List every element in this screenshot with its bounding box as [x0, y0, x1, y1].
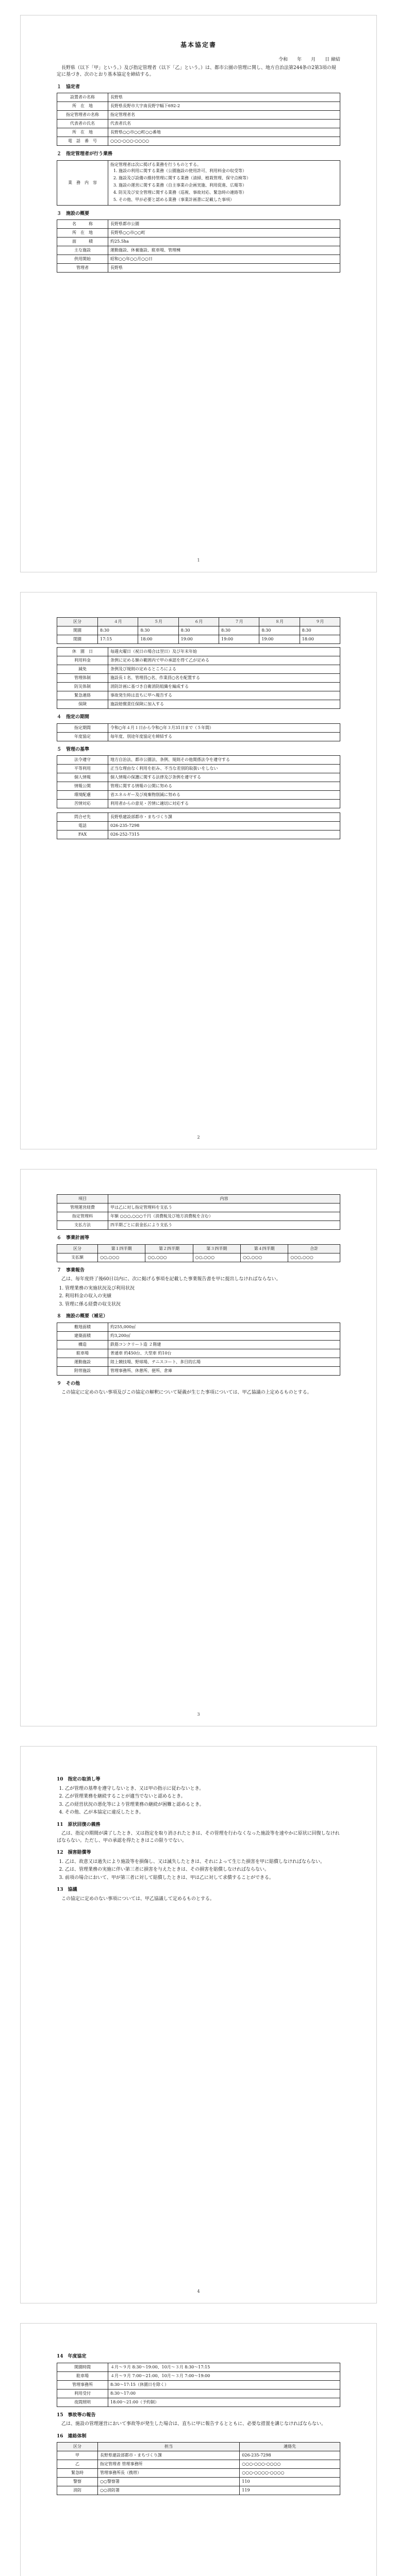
- table-cell: 警察: [57, 2478, 98, 2486]
- section-heading: 10 指定の取消し等: [57, 1777, 101, 1782]
- page-number: 3: [197, 1712, 200, 1717]
- section-heading: 13 協議: [57, 1887, 77, 1892]
- list-item: 4. 防災及び安全管理に関する業務（巡視、事故対応、緊急時の連絡等）: [119, 190, 338, 196]
- table-row: [57, 700, 340, 709]
- table-row: [57, 831, 340, 839]
- row-label: 供用開始: [57, 255, 108, 264]
- table-cell: ○○○-○○○○-○○○○: [240, 2469, 340, 2478]
- table-row: [57, 1366, 340, 1375]
- column-header: 第３四半期: [193, 1244, 240, 1253]
- row-value: 長野県: [108, 264, 340, 273]
- agreement-date: 令和 年 月 日 締結: [278, 57, 340, 62]
- column-header: ８月: [259, 618, 300, 626]
- table-row: [57, 255, 340, 264]
- other-paragraph: この協定に定めのない事項及びこの協定の解釈について疑義が生じた事項については、甲乙協議の上定めるものとする。: [61, 1390, 312, 1395]
- table-cell: 19:00: [178, 635, 219, 644]
- list-item: 1. 管理業務の実施状況及び利用状況: [65, 1285, 340, 1293]
- table-row: [57, 813, 340, 822]
- table-row: [57, 723, 340, 732]
- row-label: 管理者: [57, 264, 108, 273]
- list-item: 2. 施設及び設備の維持管理に関する業務（清掃、植栽管理、保守点検等）: [119, 175, 338, 181]
- list-item: 1. 施設の利用に関する業務（公園施設の使用許可、利用料金の収受等）: [119, 168, 338, 174]
- table-cell: 緊急時: [57, 2469, 98, 2478]
- section-heading: ３ 施設の概要: [57, 211, 90, 216]
- report-list: [57, 1285, 340, 1309]
- row-value: 施設長１名、管理員○名、作業員○名を配置する: [108, 674, 340, 683]
- row-label: 利用料金: [57, 656, 108, 665]
- row-label: 名 称: [57, 220, 108, 229]
- table-row: [57, 765, 340, 773]
- row-value: 約3,200㎡: [108, 1331, 340, 1340]
- intro-paragraph: 長野県（以下「甲」という。）及び指定管理者（以下「乙」という。）は、都市公園の管理に関し、地方自治法第244条の2第3項の規定に基づき、次のとおり基本協定を締結する。: [57, 65, 336, 77]
- row-value: 長野県建設部都市・まちづくり課: [108, 813, 340, 822]
- table-row: [57, 1204, 340, 1212]
- row-value: 昭和○○年○○月○○日: [108, 255, 340, 264]
- table-row: [57, 1331, 340, 1340]
- row-label: 運動施設: [57, 1358, 108, 1366]
- row-value: 026-252-7315: [108, 831, 340, 839]
- column-header: 担当: [98, 2443, 240, 2451]
- list-item: 3. 前項の場合において、甲が第三者に対して賠償したときは、甲は乙に対して求償することができる。: [65, 1875, 340, 1882]
- table-row: [57, 800, 340, 808]
- page-number: 4: [197, 2289, 200, 2294]
- section-heading: ２ 指定管理者が行う業務: [57, 151, 113, 157]
- table-cell: ○○消防署: [98, 2486, 240, 2495]
- row-value: 指定管理者名: [108, 111, 340, 120]
- list-item: 3. 乙の経営状況の悪化等により管理業務の継続が困難と認めるとき。: [65, 1802, 340, 1809]
- row-label: 所 在 地: [57, 102, 108, 111]
- column-header: 項目: [57, 1195, 108, 1204]
- table-header-row: [57, 618, 340, 626]
- incident-paragraph: 乙は、施設の管理運営において事故等が発生した場合は、直ちに甲に報告するとともに、必要な措置を講じなければならない。: [61, 2421, 326, 2427]
- table-cell: ○○○,○○○: [288, 1253, 340, 1262]
- period-table: [57, 723, 340, 741]
- list-item: 2. 利用料金の収入の実績: [65, 1293, 340, 1300]
- schedule-table: [57, 2363, 340, 2407]
- table-row: [57, 1358, 340, 1366]
- row-value: 代表者氏名: [108, 120, 340, 128]
- row-value: 8:30～17:15（休園日を除く）: [108, 2380, 340, 2389]
- table-cell: ○○,○○○: [193, 1253, 240, 1262]
- page-5: [21, 2324, 376, 2576]
- table-cell: ○○○-○○○-○○○○: [240, 2460, 340, 2469]
- table-cell: 支払額: [57, 1253, 98, 1262]
- row-label: 附帯施設: [57, 1366, 108, 1375]
- table-row: [57, 111, 340, 120]
- standards-table: [57, 755, 340, 808]
- work-table: [57, 160, 340, 206]
- row-value: 管理に関する情報の公開に努める: [108, 782, 340, 791]
- table-row: [57, 238, 340, 246]
- section-heading: 14 年度協定: [57, 2354, 87, 2359]
- table-header-row: [57, 2443, 340, 2451]
- table-row: [57, 2451, 340, 2460]
- work-list: [110, 168, 338, 203]
- section-heading: ９ その他: [57, 1381, 80, 1386]
- page-number: 1: [197, 558, 200, 563]
- row-label: 指定管理料: [57, 1212, 108, 1221]
- parties-table: [57, 93, 340, 146]
- table-cell: ○○警察署: [98, 2478, 240, 2486]
- table-cell: 18:00: [138, 635, 178, 644]
- section-heading: 15 事故等の報告: [57, 2412, 96, 2418]
- row-value: 約255,000㎡: [108, 1323, 340, 1331]
- row-label: 法令遵守: [57, 756, 108, 765]
- contact-table: [57, 812, 340, 839]
- table-row: [57, 732, 340, 741]
- row-label: 電 話 番 号: [57, 137, 108, 146]
- damages-list: [57, 1859, 340, 1882]
- column-header: ４月: [98, 618, 138, 626]
- section-heading: ５ 管理の基準: [57, 747, 90, 752]
- row-label: FAX: [57, 831, 108, 839]
- list-item: 3. 管理に係る経費の収支状況: [65, 1301, 340, 1309]
- row-label: 所 在 地: [57, 128, 108, 137]
- revocation-list: [57, 1786, 340, 1817]
- table-cell: 甲: [57, 2451, 98, 2460]
- report-paragraph: 乙は、毎年度終了後60日以内に、次に掲げる事項を記載した事業報告書を甲に提出しなければならない。: [61, 1277, 281, 1282]
- row-label: 所 在 地: [57, 229, 108, 238]
- table-cell: 8:30: [300, 626, 340, 635]
- column-header: 連絡先: [240, 2443, 340, 2451]
- table-row: [57, 2486, 340, 2495]
- table-row: [57, 756, 340, 765]
- section-heading: ４ 指定の期間: [57, 715, 90, 720]
- table-row: [57, 264, 340, 273]
- row-label: 主な施設: [57, 246, 108, 255]
- table-row: [57, 102, 340, 111]
- column-header: 第２四半期: [145, 1244, 193, 1253]
- table-row: [57, 822, 340, 831]
- table-cell: 119: [240, 2486, 340, 2495]
- row-label: 駐車場: [57, 2371, 108, 2380]
- table-cell: 8:30: [219, 626, 259, 635]
- table-row: [57, 626, 340, 635]
- row-value: ○○○-○○○-○○○○: [108, 137, 340, 146]
- row-value: 四半期ごとに前金払により支払う: [108, 1221, 340, 1230]
- supplement-table: [57, 1323, 340, 1376]
- table-row: [57, 2398, 340, 2406]
- document-title: 基本協定書: [180, 41, 217, 48]
- row-label: 個人情報: [57, 773, 108, 782]
- list-item: 1. 乙は、故意又は過失により施設等を損傷し、又は滅失したときは、それによって生じた損害を甲に賠償しなければならない。: [65, 1859, 340, 1866]
- row-value: 長野県○○市○○町○○番地: [108, 128, 340, 137]
- list-item: 4. その他、乙が本協定に違反したとき。: [65, 1809, 340, 1817]
- row-value: 利用者からの意見・苦情に適切に対応する: [108, 800, 340, 808]
- row-value: 正当な理由なく利用を拒み、不当な差別的取扱いをしない: [108, 765, 340, 773]
- section-heading: １ 協定者: [57, 84, 80, 90]
- row-value: 毎週火曜日（祝日の場合は翌日）及び年末年始: [108, 648, 340, 656]
- row-value: 約25.5ha: [108, 238, 340, 246]
- table-row: [57, 2478, 340, 2486]
- row-value: 令和○年４月１日から令和○年３月31日まで（５年間）: [108, 723, 340, 732]
- list-item: 1. 乙が管理の基準を遵守しないとき、又は甲の指示に従わないとき。: [65, 1786, 340, 1793]
- row-label: 苦情対応: [57, 800, 108, 808]
- column-header: ５月: [138, 618, 178, 626]
- column-header: 第１四半期: [98, 1244, 145, 1253]
- row-value: 長野県長野市大字南長野字幅下692-2: [108, 102, 340, 111]
- page-number: 2: [197, 1135, 200, 1140]
- row-label: 利用受付: [57, 2389, 108, 2398]
- table-row: [57, 120, 340, 128]
- table-row: [57, 229, 340, 238]
- table-cell: 管理事務所長（携帯）: [98, 2469, 240, 2478]
- row-value: ４月～９月 8:30～19:00、10月～３月 8:30～17:15: [108, 2363, 340, 2371]
- table-row: [57, 2469, 340, 2478]
- table-row: [57, 782, 340, 791]
- row-label: 減免: [57, 665, 108, 674]
- table-cell: 19:00: [259, 635, 300, 644]
- consultation-paragraph: この協定に定めのない事項については、甲乙協議して定めるものとする。: [61, 1896, 214, 1902]
- work-label: 業 務 内 容: [57, 160, 108, 205]
- column-header: 区分: [57, 1244, 98, 1253]
- row-label: 防災体制: [57, 683, 108, 691]
- table-cell: ○○,○○○: [145, 1253, 193, 1262]
- table-row: [57, 1340, 340, 1349]
- row-value: 年額 ○○○,○○○千円（消費税及び地方消費税を含む）: [108, 1212, 340, 1221]
- list-item: 2. 乙は、管理業務の実施に伴い第三者に損害を与えたときは、その損害を賠償しなければならない。: [65, 1867, 340, 1874]
- table-cell: ○○,○○○: [240, 1253, 288, 1262]
- row-value: 運動施設、休養施設、駐車場、管理棟: [108, 246, 340, 255]
- row-label: 環境配慮: [57, 791, 108, 800]
- list-item: 3. 施設の運営に関する業務（自主事業の企画実施、利用促進、広報等）: [119, 182, 338, 189]
- table-cell: 026-235-7298: [240, 2451, 340, 2460]
- table-row: [57, 665, 340, 674]
- row-value: 18:00～21:00（予約制）: [108, 2398, 340, 2406]
- row-label: 保険: [57, 700, 108, 709]
- row-value: 026-235-7298: [108, 822, 340, 831]
- row-label: 指定期間: [57, 723, 108, 732]
- row-label: 指定管理者の名称: [57, 111, 108, 120]
- table-row: [57, 1323, 340, 1331]
- fee-table: [57, 1194, 340, 1230]
- table-cell: 19:00: [219, 635, 259, 644]
- row-label: 問合せ先: [57, 813, 108, 822]
- section-heading: ８ 施設の概要（補足）: [57, 1314, 108, 1319]
- section-heading: 12 損害賠償等: [57, 1850, 91, 1855]
- table-cell: 消防: [57, 2486, 98, 2495]
- row-value: 甲は乙に対し指定管理料を支払う: [108, 1204, 340, 1212]
- column-header: 内容: [108, 1195, 340, 1204]
- list-item: 2. 乙が管理業務を継続することが適当でないと認めるとき。: [65, 1793, 340, 1801]
- row-value: 条例に定める額の範囲内で甲の承認を得て乙が定める: [108, 656, 340, 665]
- table-header-row: [57, 1244, 340, 1253]
- row-value: 施設賠償責任保険に加入する: [108, 700, 340, 709]
- row-label: 代表者の氏名: [57, 120, 108, 128]
- row-value: 省エネルギー及び廃棄物削減に努める: [108, 791, 340, 800]
- table-cell: 8:30: [98, 626, 138, 635]
- row-label: 情報公開: [57, 782, 108, 791]
- row-label: 管理体制: [57, 674, 108, 683]
- table-cell: 開園: [57, 626, 98, 635]
- row-value: ４月～９月 7:00～21:00、10月～３月 7:00～19:00: [108, 2371, 340, 2380]
- table-row: [57, 1349, 340, 1358]
- table-row: [57, 2389, 340, 2398]
- table-row: [57, 128, 340, 137]
- row-label: 休 園 日: [57, 648, 108, 656]
- row-label: 敷地面積: [57, 1323, 108, 1331]
- table-cell: 110: [240, 2478, 340, 2486]
- row-value: 普通車 約450台、大型車 約10台: [108, 1349, 340, 1358]
- table-row: [57, 2371, 340, 2380]
- row-label: 設置者の名称: [57, 93, 108, 102]
- section-heading: 16 連絡体制: [57, 2433, 87, 2439]
- row-label: 電話: [57, 822, 108, 831]
- row-value: 長野県○○市○○町: [108, 229, 340, 238]
- table-row: [57, 1212, 340, 1221]
- facility-table: [57, 219, 340, 273]
- hours-table: [57, 617, 340, 644]
- row-label: 緊急連絡: [57, 691, 108, 700]
- row-label: 構造: [57, 1340, 108, 1349]
- row-value: 長野県: [108, 93, 340, 102]
- row-label: 平等利用: [57, 765, 108, 773]
- page-4: [21, 1747, 376, 2303]
- contact-system-table: [57, 2442, 340, 2495]
- table-header-row: [57, 1195, 340, 1204]
- row-value: 陸上競技場、野球場、テニスコート、多目的広場: [108, 1358, 340, 1366]
- column-header: 合計: [288, 1244, 340, 1253]
- table-row: [57, 656, 340, 665]
- table-cell: 乙: [57, 2460, 98, 2469]
- column-header: 区分: [57, 618, 98, 626]
- table-cell: 18:00: [300, 635, 340, 644]
- restoration-paragraph: 乙は、指定の期間が満了したとき、又は指定を取り消されたときは、その管理を行わなくなった施設等を速やかに原状に回復しなければならない。ただし、甲の承認を得たときはこの限りでない。: [57, 1831, 340, 1843]
- section-heading: 11 原状回復の義務: [57, 1822, 101, 1827]
- table-cell: 指定管理者 管理事務所: [98, 2460, 240, 2469]
- column-header: ６月: [178, 618, 219, 626]
- table-cell: 長野県建設部都市・まちづくり課: [98, 2451, 240, 2460]
- row-label: 管理運営経費: [57, 1204, 108, 1212]
- work-head: 指定管理者は次に掲げる業務を行うものとする。: [110, 162, 201, 167]
- row-label: 年度協定: [57, 732, 108, 741]
- table-row: [57, 683, 340, 691]
- row-value: 8:30～17:00: [108, 2389, 340, 2398]
- table-row: [57, 220, 340, 229]
- row-value: 消防計画に基づき自衛消防組織を編成する: [108, 683, 340, 691]
- table-cell: 8:30: [138, 626, 178, 635]
- table-row: [57, 773, 340, 782]
- table-cell: 17:15: [98, 635, 138, 644]
- table-row: [57, 691, 340, 700]
- row-label: 夜間照明: [57, 2398, 108, 2406]
- page-1: [21, 15, 376, 572]
- row-label: 管理事務所: [57, 2380, 108, 2389]
- table-cell: 8:30: [178, 626, 219, 635]
- table-row: [57, 2460, 340, 2469]
- table-row: [57, 1253, 340, 1262]
- payment-plan-table: [57, 1244, 340, 1262]
- table-row: [57, 635, 340, 644]
- section-heading: ６ 事業計画等: [57, 1235, 90, 1241]
- row-value: 地方自治法、都市公園法、条例、規則その他関係法令を遵守する: [108, 756, 340, 765]
- row-label: 建築面積: [57, 1331, 108, 1340]
- row-value: 鉄筋コンクリート造 ２階建: [108, 1340, 340, 1349]
- column-header: 区分: [57, 2443, 98, 2451]
- row-value: 毎年度、別途年度協定を締結する: [108, 732, 340, 741]
- row-value: 事故発生時は直ちに甲へ報告する: [108, 691, 340, 700]
- row-label: 支払方法: [57, 1221, 108, 1230]
- column-header: 第４四半期: [240, 1244, 288, 1253]
- column-header: ７月: [219, 618, 259, 626]
- table-row: [57, 93, 340, 102]
- row-label: 面 積: [57, 238, 108, 246]
- row-value: 個人情報の保護に関する法律及び条例を遵守する: [108, 773, 340, 782]
- table-cell: ○○,○○○: [98, 1253, 145, 1262]
- table-row: [57, 648, 340, 656]
- row-label: 駐車場: [57, 1349, 108, 1358]
- table-row: [57, 137, 340, 146]
- row-value: 条例及び規則の定めるところによる: [108, 665, 340, 674]
- list-item: 5. その他、甲が必要と認める業務（事業計画書に記載した事項）: [119, 197, 338, 203]
- row-value: 長野県都市公園: [108, 220, 340, 229]
- page-3: [21, 1170, 376, 1726]
- table-row: [57, 246, 340, 255]
- column-header: ９月: [300, 618, 340, 626]
- page-2: [21, 592, 376, 1149]
- row-label: 開園時間: [57, 2363, 108, 2371]
- table-row: [57, 2363, 340, 2371]
- row-value: 管理事務所、休憩所、便所、倉庫: [108, 1366, 340, 1375]
- table-row: [57, 674, 340, 683]
- section-heading: ７ 事業報告: [57, 1267, 85, 1273]
- table-cell: 8:30: [259, 626, 300, 635]
- table-row: [57, 2380, 340, 2389]
- table-row: [57, 1221, 340, 1230]
- info-table: [57, 647, 340, 709]
- table-row: [57, 791, 340, 800]
- table-cell: 閉園: [57, 635, 98, 644]
